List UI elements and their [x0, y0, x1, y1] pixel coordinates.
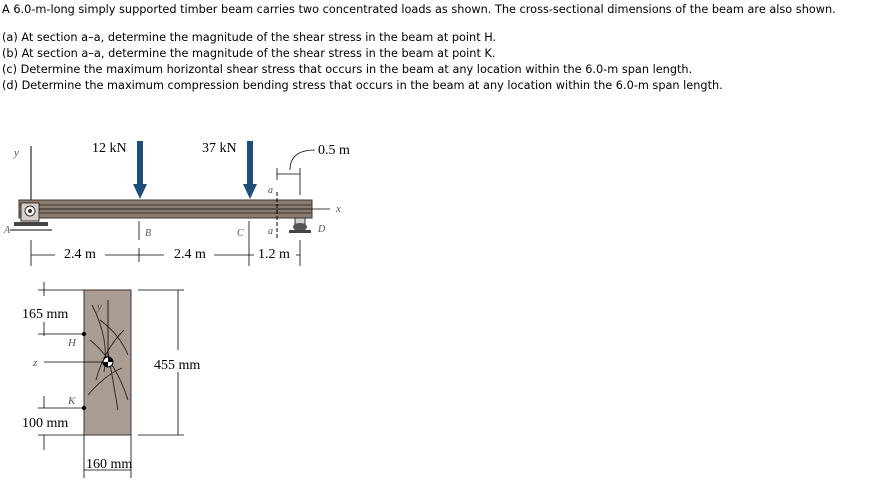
beam-y-label: y — [14, 147, 19, 159]
problem-part-a: (a) At section a–a, determine the magnitude of the shear stress in the beam at point H. — [2, 31, 497, 44]
load-12kn-label: 12 kN — [92, 141, 127, 156]
point-k-label: K — [68, 395, 76, 407]
section-mark-bottom: a — [268, 226, 273, 237]
load-arrow-37kn — [243, 141, 257, 199]
dimension-0-5m — [277, 150, 315, 195]
load-arrow-12kn — [133, 141, 147, 199]
cross-section — [22, 282, 200, 478]
section-y-label: y — [97, 301, 102, 313]
dim-160mm-label: 160 mm — [86, 457, 133, 472]
dim-455mm-label: 455 mm — [154, 358, 201, 373]
roller-support-d — [289, 218, 311, 233]
problem-statement — [2, 2, 884, 94]
load-37kn-label: 37 kN — [202, 141, 237, 156]
problem-part-d: (d) Determine the maximum compression bending stress that occurs in the beam at any location within the 6.0-m span length. — [2, 79, 723, 92]
point-c-label: C — [237, 228, 244, 239]
dim-165mm-label: 165 mm — [22, 307, 69, 322]
span-2-label: 2.4 m — [174, 247, 206, 262]
beam-elevation — [3, 141, 350, 266]
dim-100mm-label: 100 mm — [22, 416, 69, 431]
problem-part-b: (b) At section a–a, determine the magnitude of the shear stress in the beam at point K. — [2, 47, 496, 60]
point-h-label: H — [68, 337, 76, 349]
section-mark-top: a — [268, 185, 273, 196]
span-3-label: 1.2 m — [258, 247, 290, 262]
point-a-label: A — [4, 225, 11, 236]
span-1-label: 2.4 m — [64, 247, 96, 262]
beam-figure — [0, 120, 886, 480]
point-b-label: B — [145, 228, 152, 239]
problem-intro: A 6.0-m-long simply supported timber beam carries two concentrated loads as shown. The cross-sectional dimensions of the beam are also shown. — [2, 3, 836, 16]
section-z-label: z — [33, 357, 38, 369]
beam-x-label: x — [336, 203, 341, 215]
problem-part-c: (c) Determine the maximum horizontal shear stress that occurs in the beam at any location within the 6.0-m span length. — [2, 63, 693, 76]
point-d-label: D — [318, 224, 326, 235]
dim-0-5m-label: 0.5 m — [318, 143, 350, 158]
